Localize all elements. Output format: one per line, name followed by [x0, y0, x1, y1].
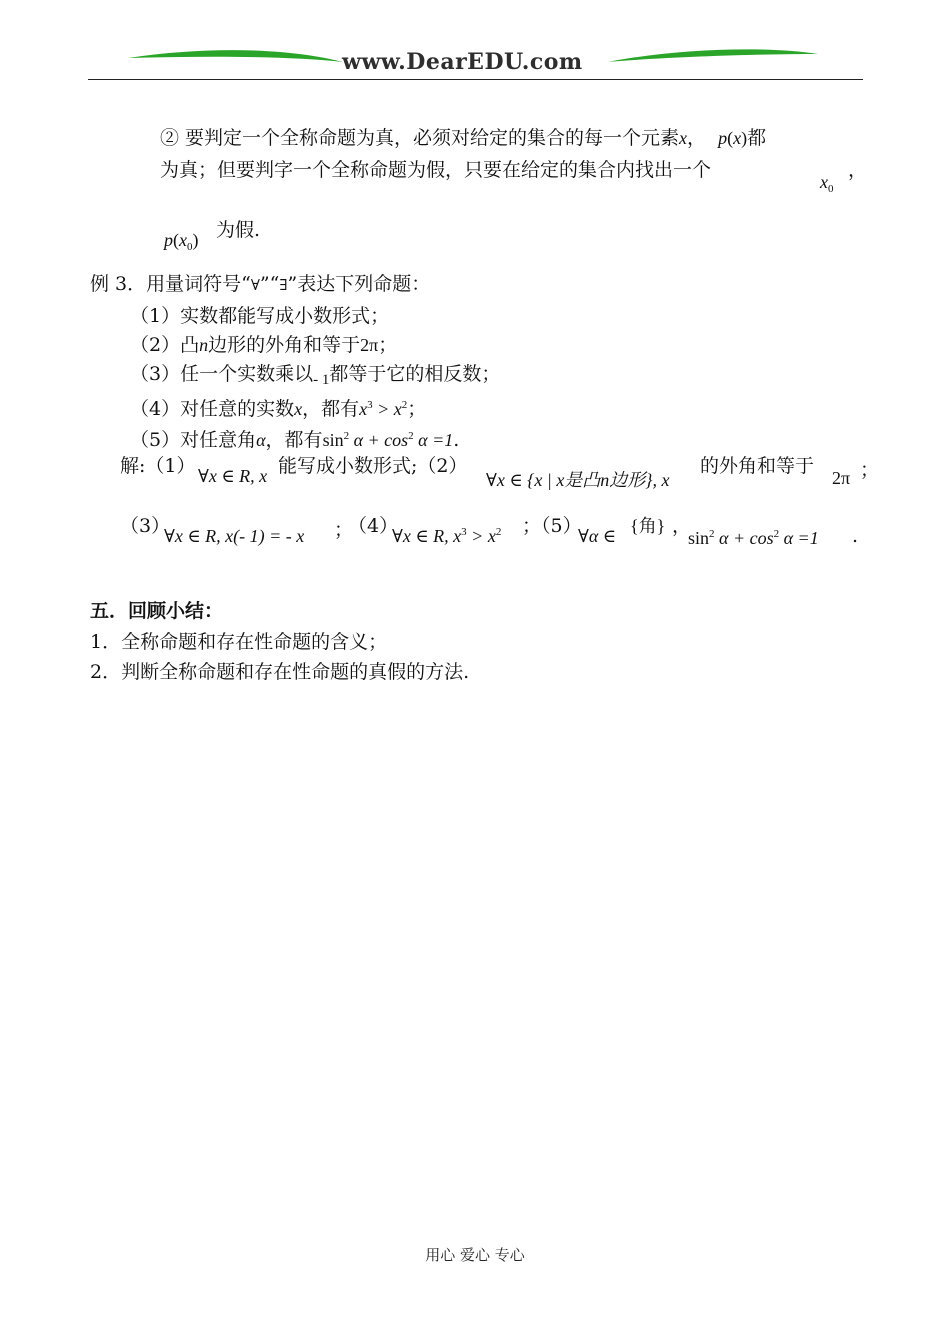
solution-s2-math: ∀x ∈ {x | x是凸n边形}, x: [486, 470, 670, 490]
summary-heading: 五．回顾小结：: [90, 600, 224, 622]
solution-s3-label: （3）: [120, 515, 171, 537]
note2-text-b: 都: [747, 127, 767, 149]
forall-symbol: ∀: [250, 278, 260, 294]
page-footer: 用心 爱心 专心: [425, 1246, 525, 1264]
p-of-x: p(x): [718, 128, 748, 148]
solution-s4-math: ∀x ∈ R, $x^3 > x^2$: [392, 526, 502, 546]
example3-title: 例 3．用量词符号“∀”“∃”表达下列命题：: [90, 273, 431, 295]
solution-s2-val: 2π: [832, 468, 851, 488]
solution-s1-math: ∀x ∈ R, x: [198, 466, 268, 486]
exists-symbol: ∃: [279, 278, 288, 294]
comma-2: ，: [848, 159, 868, 181]
p-of-x0: $p(x_0)$: [164, 230, 199, 253]
example3-item3: （3）任一个实数乘以$_{- 1}$都等于它的相反数；: [130, 363, 501, 388]
note2-text-c: 为真；但要判字一个全称命题为假，只要在给定的集合内找出一个: [160, 159, 712, 181]
comma: ，: [687, 127, 707, 149]
solution-s3-sep: ；: [334, 519, 354, 541]
solution-s5-set: {角}: [630, 516, 666, 536]
solution-s3-math: ∀x ∈ R, x(- 1) = - x: [164, 526, 305, 546]
summary-item1: 1．全称命题和存在性命题的含义；: [90, 631, 388, 653]
solution-s2-text: 的外角和等于: [700, 455, 815, 477]
example3-item4: （4）对任意的实数x，都有$x^3 > x^2$；: [130, 398, 427, 420]
site-logo-text: www.DearEDU.com: [342, 49, 583, 75]
header-rule: [88, 79, 863, 80]
example3-item1: （1）实数都能写成小数形式；: [130, 305, 390, 327]
solution-s5-comma: ，: [672, 515, 692, 537]
solution-s5-end: .: [852, 525, 859, 547]
note2-text-a: ② 要判定一个全称命题为真，必须对给定的集合的每一个元素: [160, 127, 680, 149]
solution-s5-math: ∀α ∈: [578, 526, 617, 546]
note2-line2: [160, 158, 711, 182]
summary-item2: 2．判断全称命题和存在性命题的真假的方法.: [90, 661, 470, 683]
var-x: x: [679, 128, 688, 148]
example3-item2: （2）凸n边形的外角和等于2π；: [130, 334, 398, 356]
note2-text-d: 为假.: [216, 219, 261, 241]
solution-s5-identity: $\sin^2 \alpha + \cos^2 \alpha =1$: [688, 528, 819, 548]
solution-s4-label: （4）: [348, 515, 399, 537]
solution-s5-sep: ；（5）: [522, 515, 582, 537]
solution-label: 解:（1）: [120, 455, 196, 477]
x-sub-0: $x_0$: [820, 172, 834, 195]
example3-item5: （5）对任意角α，都有$\sin^2 \alpha + \cos^2 \alpha =1$.: [130, 429, 460, 451]
note2-line1: [160, 126, 766, 150]
solution-s1-text: 能写成小数形式;（2）: [278, 455, 468, 477]
solution-s2-end: ；: [860, 459, 880, 481]
